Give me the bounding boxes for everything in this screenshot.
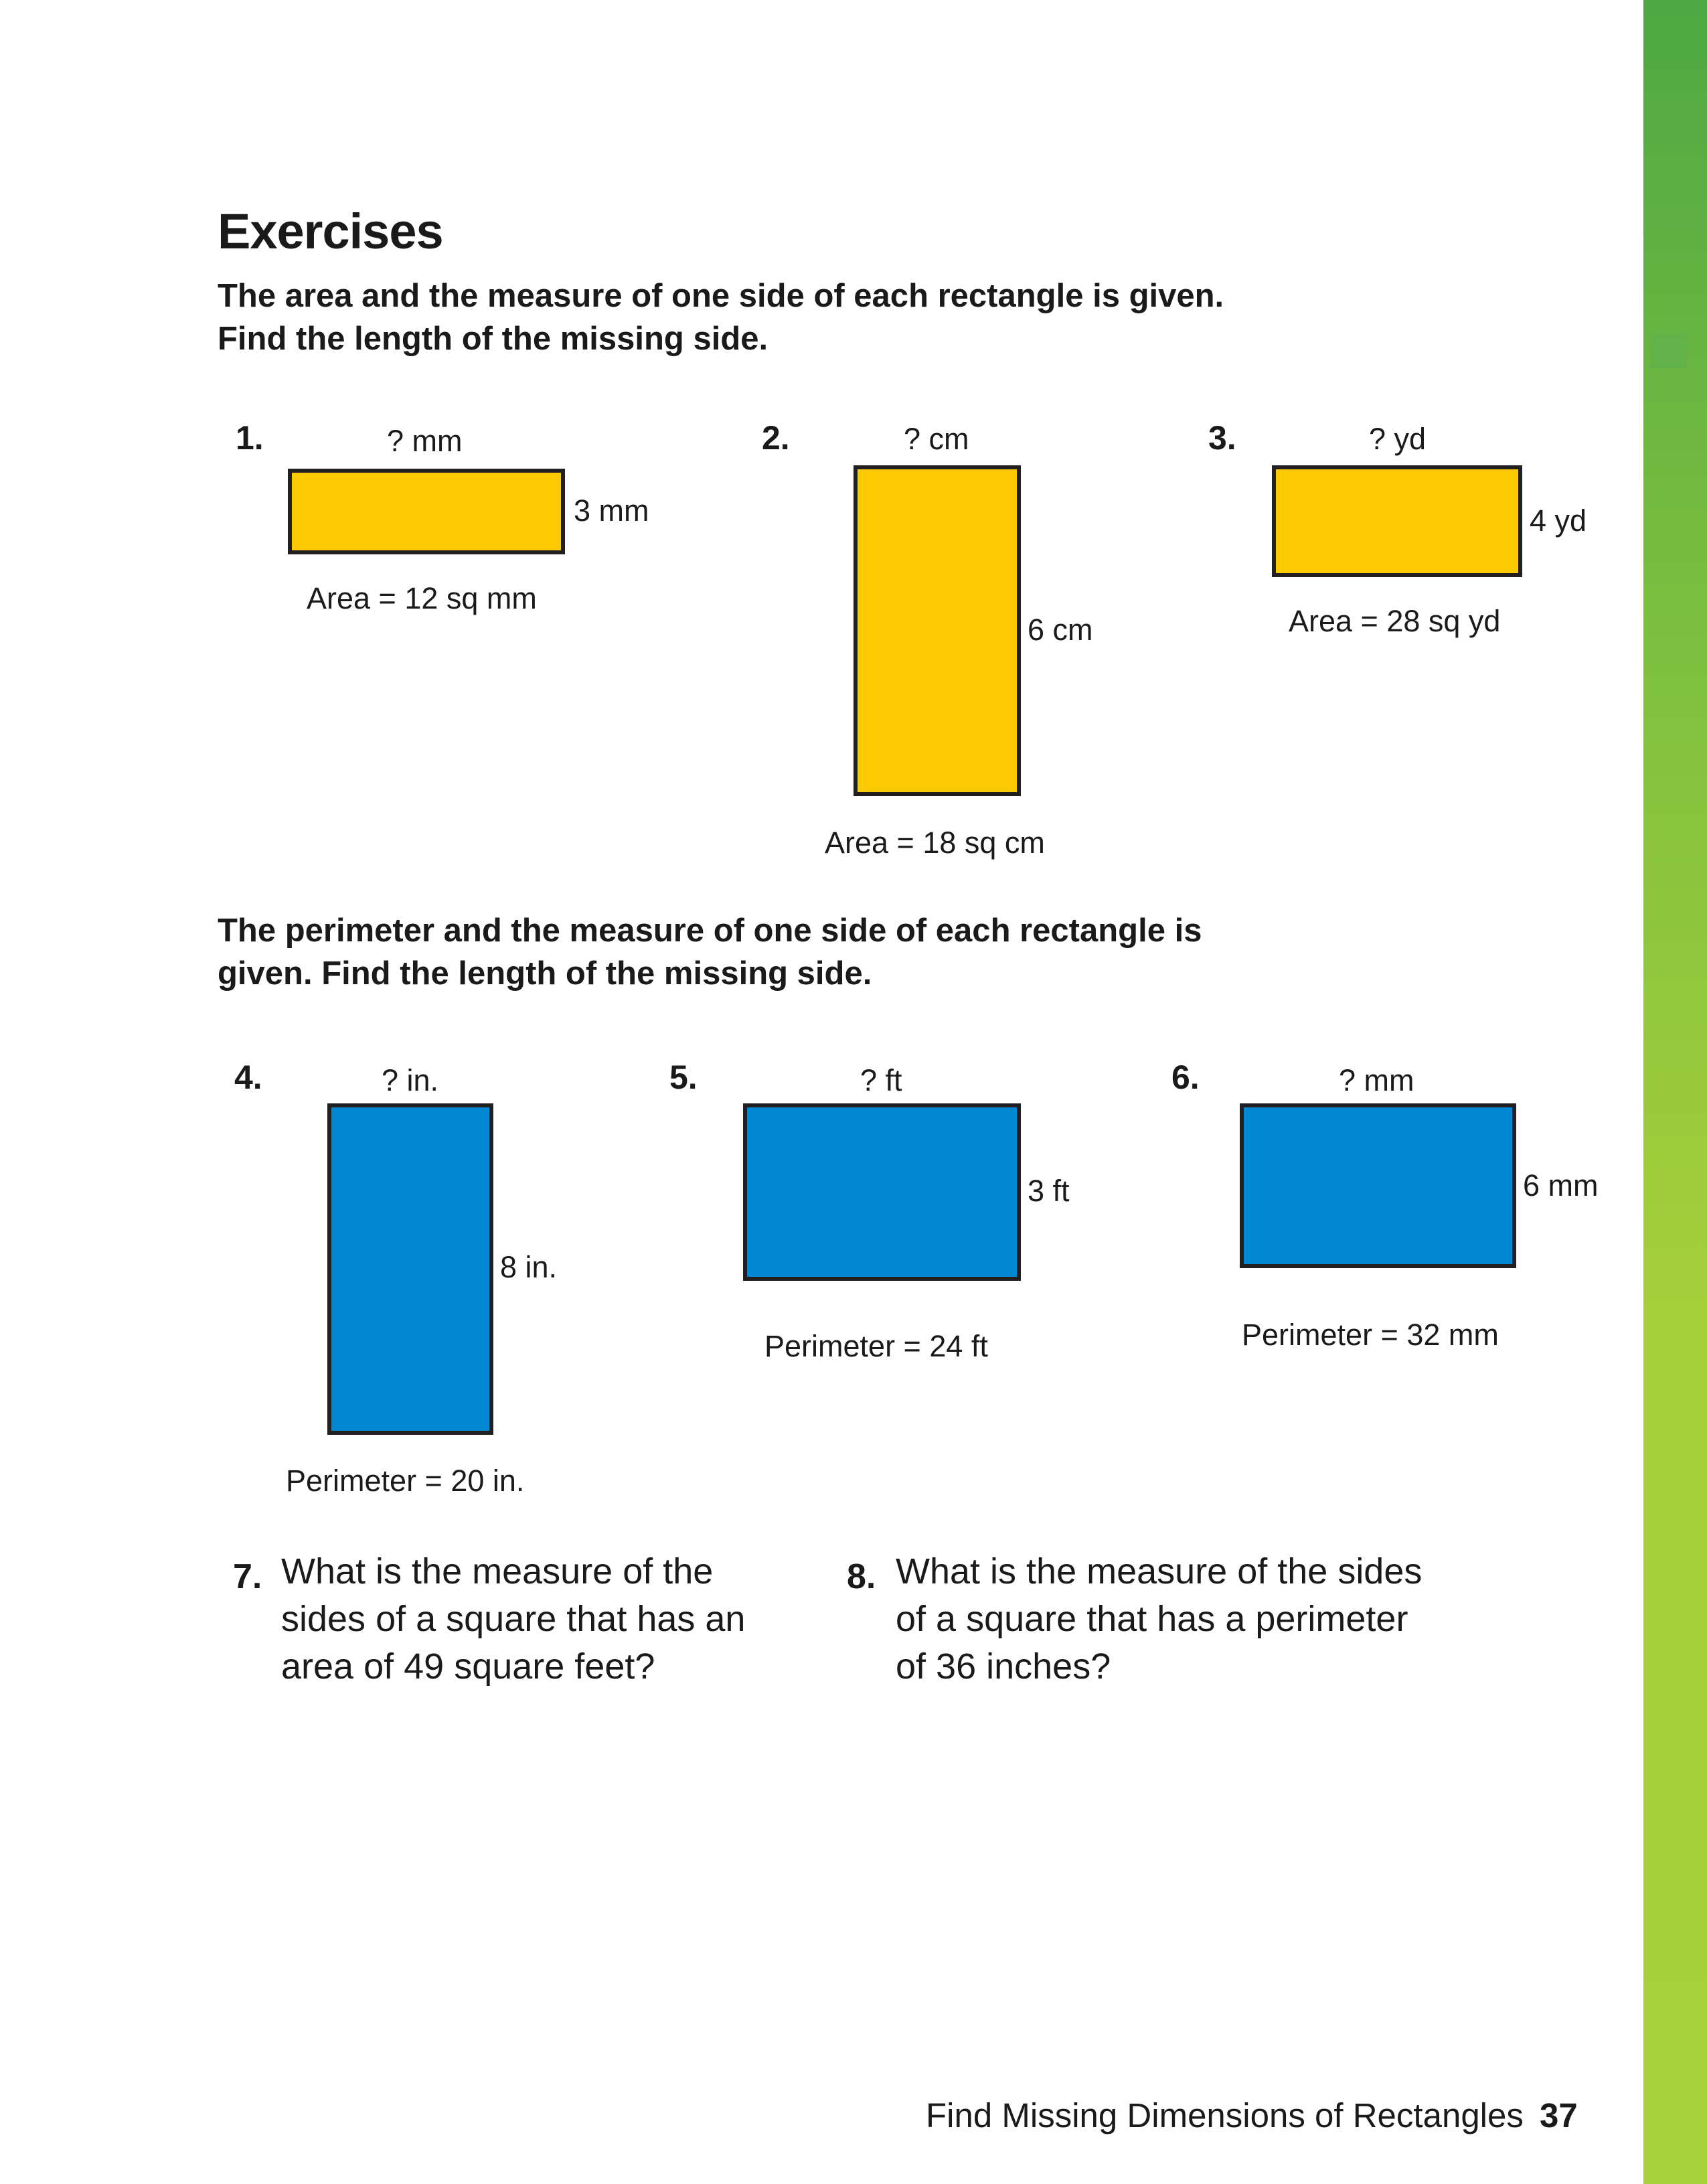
area-label: Area = 28 sq yd [1289,604,1501,638]
exercise-number: 6. [1171,1059,1200,1096]
rectangle-5 [743,1103,1021,1281]
instructions-area [218,275,1224,360]
page-edge-color-bar [1643,0,1707,2184]
given-side-label: 6 cm [1028,613,1093,647]
perimeter-label: Perimeter = 32 mm [1242,1318,1499,1352]
rectangle-6 [1240,1103,1516,1268]
exercise-number: 5. [669,1059,698,1096]
rectangle-2 [854,465,1021,796]
instruction-line: The area and the measure of one side of each rectangle is given. [218,278,1224,314]
question-number: 8. [847,1557,876,1596]
instruction-line: Find the length of the missing side. [218,321,768,357]
page-title: Exercises [218,204,443,259]
given-side-label: 4 yd [1530,503,1587,538]
missing-side-label: ? mm [1339,1063,1414,1097]
missing-side-label: ? ft [860,1063,902,1097]
rectangle-4 [327,1103,493,1435]
exercise-number: 1. [236,419,264,457]
question-text: What is the measure of the sides of a square that has a perimeter of 36 inches? [896,1551,1422,1687]
question-number: 7. [233,1557,262,1596]
exercise-number: 3. [1208,419,1236,457]
page-number: 37 [1540,2096,1578,2134]
missing-side-label: ? mm [387,424,463,458]
instruction-line: given. Find the length of the missing side. [218,955,872,992]
missing-side-label: ? cm [904,422,969,456]
rectangle-3 [1272,465,1522,577]
area-label: Area = 12 sq mm [307,581,537,615]
given-side-label: 6 mm [1523,1168,1599,1202]
missing-side-label: ? yd [1369,422,1427,456]
question-text: What is the measure of the sides of a square that has an area of 49 square feet? [281,1551,746,1687]
rectangle-1 [288,469,565,554]
missing-side-label: ? in. [382,1063,439,1097]
instruction-line: The perimeter and the measure of one side of each rectangle is [218,913,1202,949]
footer-title: Find Missing Dimensions of Rectangles [926,2096,1524,2134]
perimeter-label: Perimeter = 24 ft [764,1329,988,1363]
exercise-number: 2. [762,419,790,457]
page-edge-tab [1650,333,1687,368]
exercise-number: 4. [234,1059,262,1096]
perimeter-label: Perimeter = 20 in. [286,1464,525,1498]
given-side-label: 3 ft [1028,1174,1070,1208]
instructions-perimeter [218,909,1202,995]
given-side-label: 8 in. [500,1250,558,1284]
given-side-label: 3 mm [574,493,649,528]
area-label: Area = 18 sq cm [825,826,1045,860]
